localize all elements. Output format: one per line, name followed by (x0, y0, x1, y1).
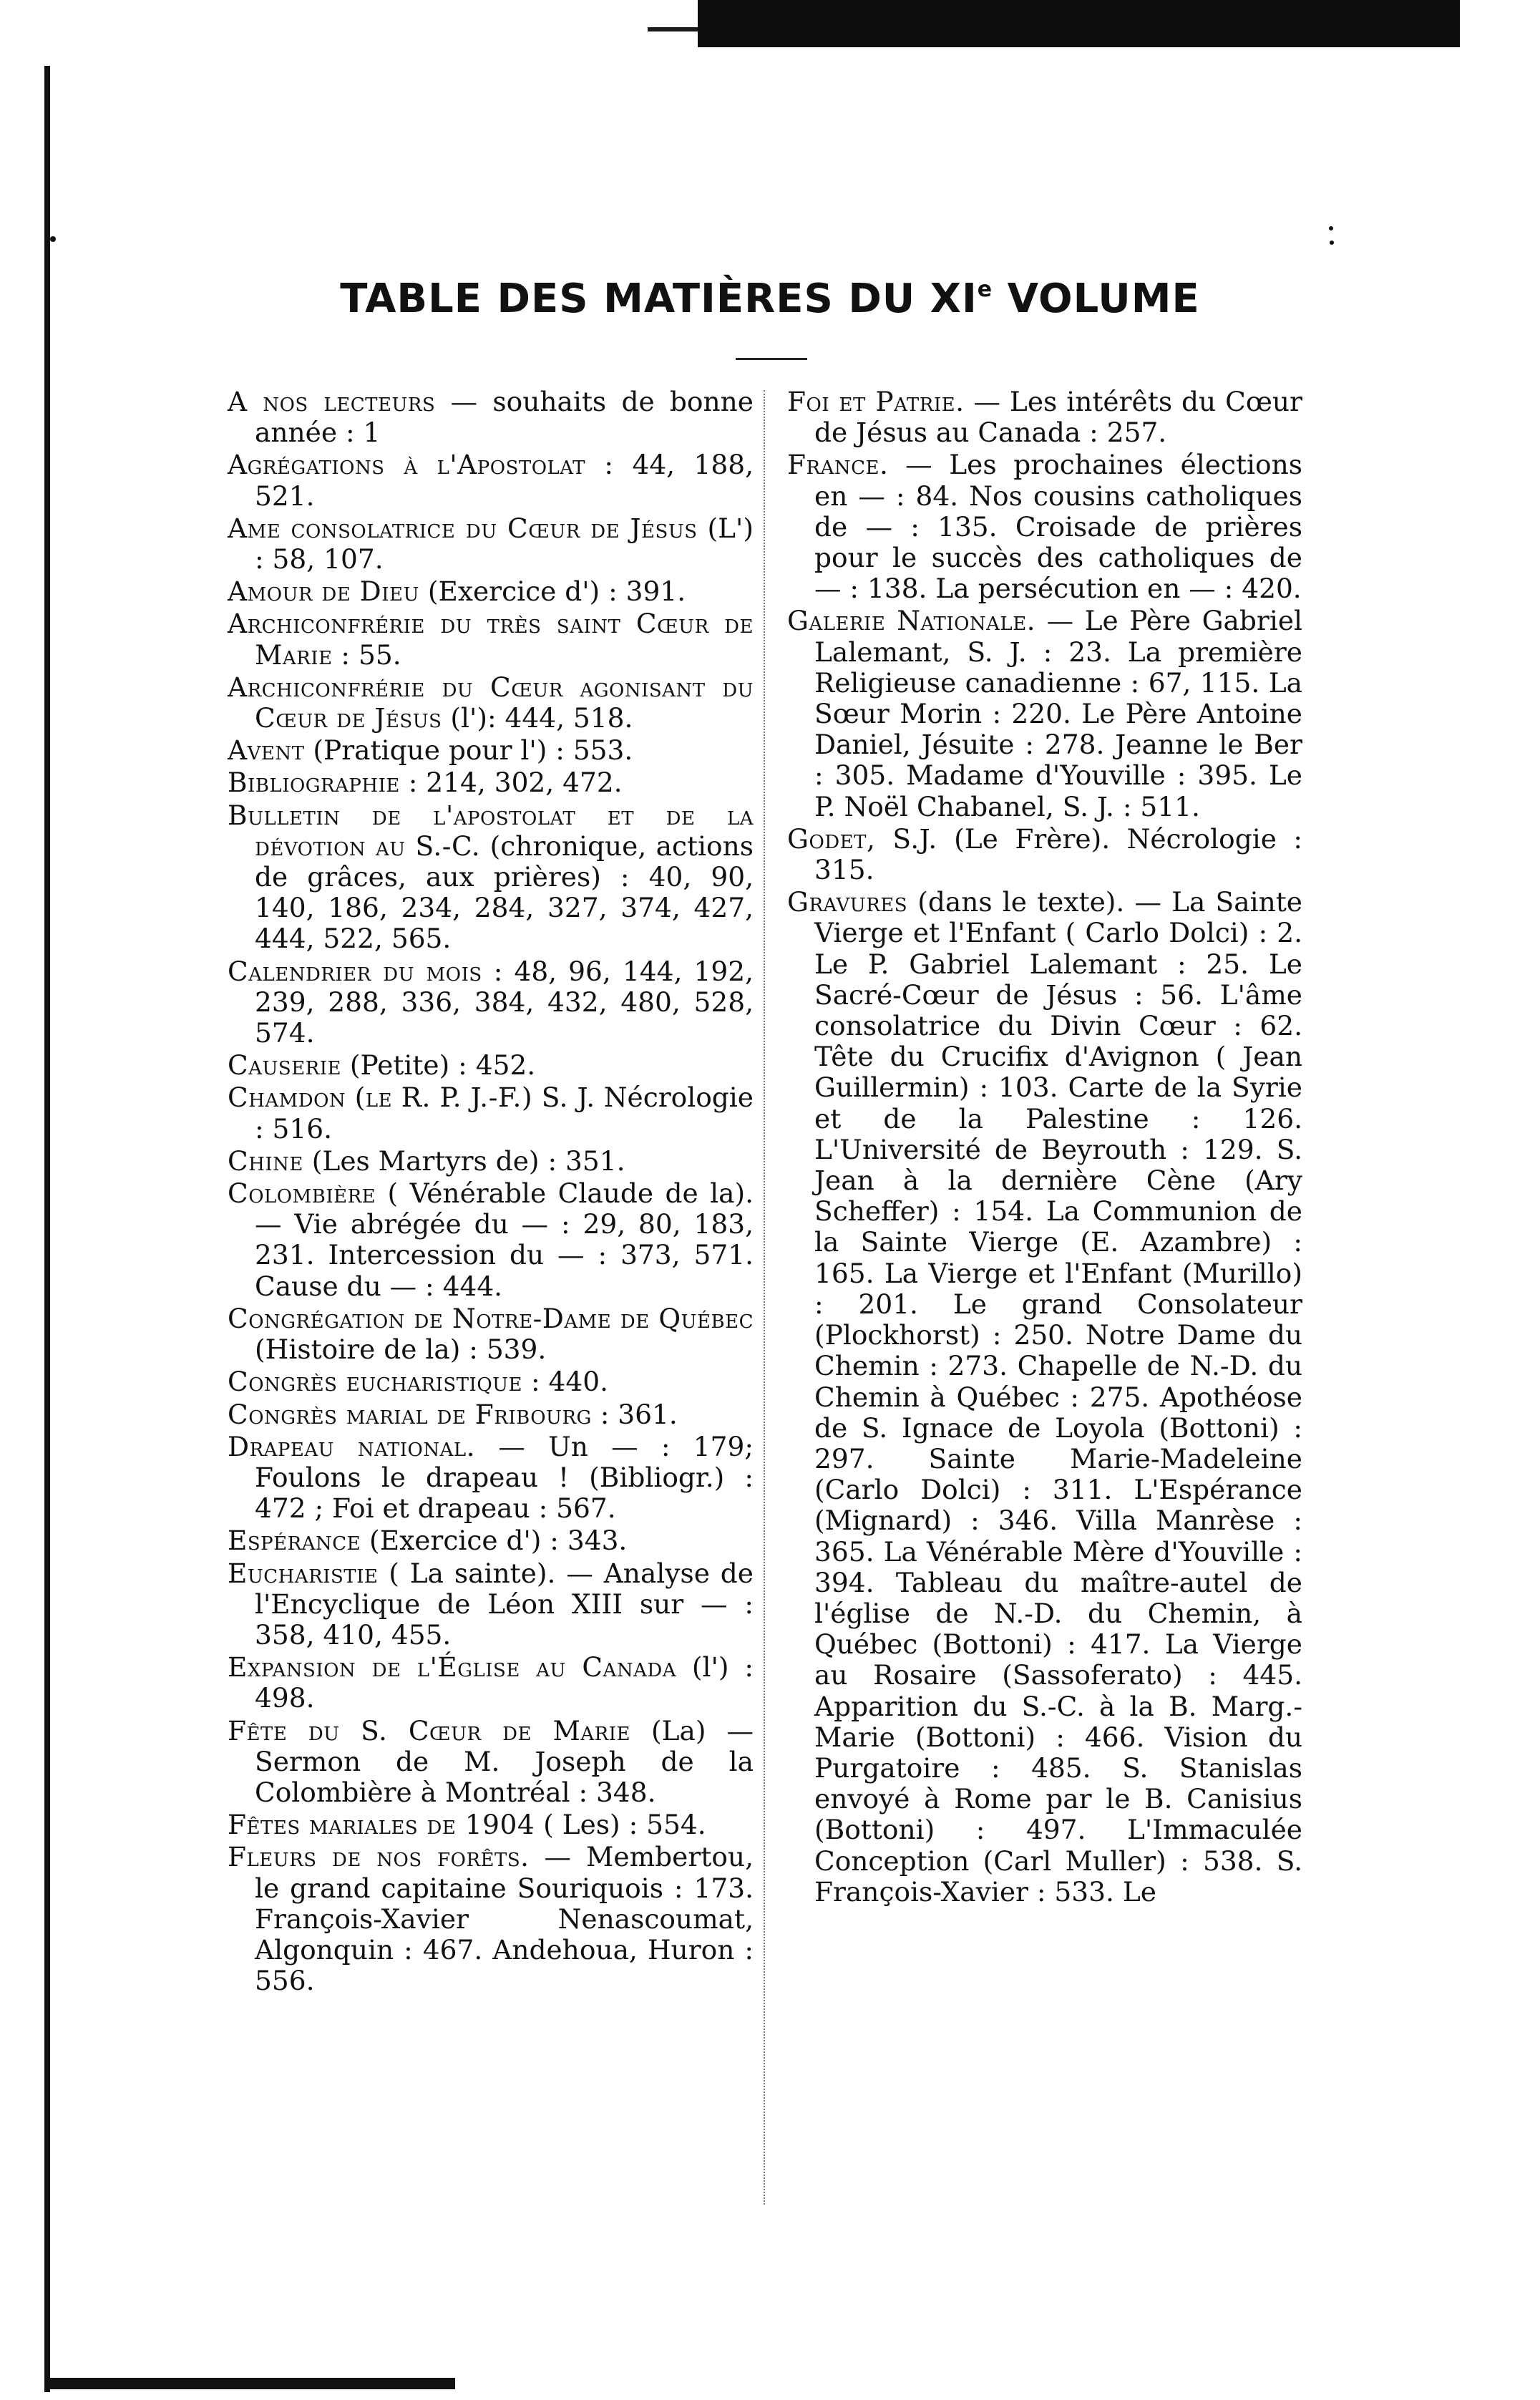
index-entry-references: (Histoire de la) : 539. (255, 1333, 547, 1366)
index-entry-title: Calendrier du mois (228, 955, 482, 987)
scan-speck (50, 236, 56, 242)
index-entry (228, 450, 754, 511)
page-title-suffix: VOLUME (993, 276, 1200, 322)
page-title (0, 276, 1540, 322)
index-entry-references: (l'): 444, 518. (442, 702, 633, 734)
index-entry (228, 387, 754, 448)
index-entry (228, 1303, 754, 1365)
scan-edge-top (698, 0, 1460, 47)
index-entry-title: Espérance (228, 1525, 361, 1557)
index-entry-references: : 214, 302, 472. (399, 767, 623, 799)
index-entry-references: ( Les) : 554. (535, 1809, 706, 1841)
index-entry-references: : 48, 96, 144, 192, 239, 288, 336, 384, 432, 480, 528, 574. (255, 955, 754, 1049)
index-entry-references: : 44, 188, 521. (255, 449, 754, 512)
index-entry (228, 1432, 754, 1525)
index-entry (228, 1652, 754, 1714)
index-entry-references: Nécrologie : 516. (255, 1082, 754, 1145)
column-divider (764, 390, 765, 2205)
index-entry-title: France. (787, 449, 889, 481)
index-entry (228, 1716, 754, 1809)
index-entry-title: Congrès marial de Fribourg (228, 1398, 592, 1430)
index-entry-title: Fêtes mariales de 1904 (228, 1809, 535, 1841)
scan-edge-thin (648, 27, 705, 31)
index-entry (228, 767, 754, 798)
scan-edge-left (44, 66, 50, 2392)
index-entry-title: A nos lecteurs (228, 386, 436, 417)
index-entry-references: (Le Frère). Nécrologie : 315. (814, 822, 1302, 886)
index-entry (228, 1842, 754, 1996)
scan-speck (1329, 226, 1333, 230)
scan-speck (1330, 241, 1334, 245)
index-entry (228, 1525, 754, 1556)
index-entry-references: (Petite) : 452. (341, 1049, 536, 1082)
index-entry-title: Agrégations à l'Apostolat (228, 449, 586, 481)
index-entry (787, 606, 1302, 822)
index-entry-title: Amour de Dieu (228, 575, 419, 608)
index-entry-references: — souhaits de bonne année : 1 (255, 386, 754, 449)
index-entry (228, 735, 754, 766)
index-entry-title: Foi et Patrie. (787, 386, 965, 417)
index-entry-title: Fleurs de nos forêts. (228, 1841, 530, 1873)
index-entry (228, 1399, 754, 1430)
index-entry-title: Gravures (787, 886, 908, 918)
index-entry-references: (Exercice d') : 391. (419, 575, 686, 608)
index-entry (228, 1178, 754, 1302)
index-entry-title: Eucharistie (228, 1557, 379, 1589)
index-entry-title: Congrégation de Notre-Dame de Québec (228, 1302, 754, 1334)
index-entry-title: Godet, S.J. (787, 822, 937, 855)
index-entry-title: Ame consolatrice du Cœur de Jésus (228, 512, 698, 544)
index-entry-title: Archiconfrérie du très saint Cœur de Marie (228, 608, 754, 671)
index-entry-references: : 361. (591, 1398, 678, 1430)
index-entry-references: (chronique, actions de grâces, aux prières) : 40, 90, 140, 186, 234, 284, 327, 374, 427, 444, 522, 565. (255, 830, 754, 955)
index-entry-title: Fête du S. Cœur de Marie (228, 1714, 630, 1746)
index-entry-title: Chine (228, 1145, 303, 1177)
index-entry-title: Bibliographie (228, 767, 400, 799)
index-entry-references: ( Vénérable Claude de la). — Vie abrégée du — : 29, 80, 183, 231. Intercession du — : 373, 571. Cause du — : 444. (255, 1177, 754, 1302)
index-entry-references: ( La sainte). — Analyse de l'Encyclique de Léon XIII sur — : 358, 410, 455. (255, 1557, 754, 1651)
page-title-main: TABLE DES MATIÈRES DU XI (340, 276, 978, 322)
index-entry-title: Expansion de l'Église au Canada (228, 1651, 676, 1684)
index-entry-references: — Un — : 179; Foulons le drapeau ! (Bibliogr.) : 472 ; Foi et drapeau : 567. (255, 1430, 754, 1525)
index-entry-title: Chamdon (le R. P. J.-F.) S. J. (228, 1082, 595, 1114)
index-entry (228, 1809, 754, 1840)
index-column-right (787, 387, 1302, 1909)
index-entry-references: (Exercice d') : 343. (361, 1525, 628, 1557)
index-entry (228, 1366, 754, 1397)
index-entry-references: : 440. (522, 1366, 609, 1398)
index-entry-references: — Les intérêts du Cœur de Jésus au Canada : 257. (814, 386, 1302, 449)
index-entry (787, 887, 1302, 1908)
index-entry (228, 1050, 754, 1081)
index-entry-title: Archiconfrérie du Cœur agonisant du Cœur de Jésus (228, 671, 754, 734)
page-title-superscript: e (977, 277, 993, 302)
index-entry (228, 956, 754, 1049)
title-rule (736, 358, 807, 360)
scan-edge-bottom (47, 2378, 455, 2389)
index-entry-references: : 55. (332, 638, 401, 671)
index-entry (228, 1146, 754, 1177)
index-entry-references: (dans le texte). — La Sainte Vierge et l'Enfant ( Carlo Dolci) : 2. Le P. Gabriel Lalemant : 25. Le Sacré-Cœur de Jésus : 56. L'âme consolatrice du Divin Cœur : 62. Tête du Crucifix d'Avignon ( Jean Guillermin) : 103. Carte de la Syrie et de la Palestine : 126. L'Université de Beyrouth : 129. S. Jean à la dernière Cène (Ary Scheffer) : 154. La Communion de la Sainte Vierge (E. Azambre) : 165. La Vierge et l'Enfant (Murillo) : 201. Le grand Consolateur (Plockhorst) : 250. Notre Dame du Chemin : 273. Chapelle de N.-D. du Chemin à Québec : 275. Apothéose de S. Ignace de Loyola (Bottoni) : 297. Sainte Marie-Madeleine (Carlo Dolci) : 311. L'Espérance (Mignard) : 346. Villa Manrèse : 365. La Vénérable Mère d'Youville : 394. Tableau du maître-autel de l'église de N.-D. du Chemin, à Québec (Bottoni) : 417. La Vierge au Rosaire (Sassoferato) : 445. Apparition du S.-C. à la B. Marg.-Marie (Bottoni) : 466. Vision du Purgatoire : 485. S. Stanislas envoyé à Rome par le B. Canisius (Bottoni) : 497. L'Immaculée Conception (Carl Muller) : 538. S. François-Xavier : 533. Le (814, 886, 1302, 1908)
index-entry (228, 1558, 754, 1651)
index-entry (787, 387, 1302, 448)
index-entry-references: (Pratique pour l') : 553. (304, 734, 633, 767)
index-entry-title: Congrès eucharistique (228, 1366, 523, 1398)
index-entry-title: Bulletin de l'apostolat et de la dévotion au S.-C. (228, 799, 754, 862)
index-entry-title: Causerie (228, 1049, 341, 1082)
index-entry-references: — Le Père Gabriel Lalemant, S. J. : 23. La première Religieuse canadienne : 67, 115. La Sœur Morin : 220. Le Père Antoine Daniel, Jésuite : 278. Jeanne le Ber : 305. Madame d'Youville : 395. Le P. Noël Chabanel, S. J. : 511. (814, 605, 1303, 822)
index-entry (228, 513, 754, 575)
index-entry-references: (L') : 58, 107. (255, 512, 754, 575)
index-entry (787, 824, 1302, 885)
index-entry (228, 608, 754, 670)
index-entry (228, 576, 754, 607)
index-entry-references: (La) — Sermon de M. Joseph de la Colombière à Montréal : 348. (255, 1714, 754, 1808)
index-entry-title: Avent (228, 734, 305, 767)
index-entry (228, 1082, 754, 1144)
index-entry (228, 672, 754, 734)
index-entry-references: — Les prochaines élections en — : 84. Nos cousins catholiques de — : 135. Croisade de prières pour le succès des catholiques de — : 138. La persécution en — : 420. (814, 449, 1302, 605)
index-entry-title: Drapeau national. (228, 1430, 476, 1462)
index-entry-references: (Les Martyrs de) : 351. (303, 1145, 625, 1177)
index-entry-title: Colombière (228, 1177, 376, 1210)
index-entry (228, 800, 754, 955)
index-entry-references: — Membertou, le grand capitaine Souriquois : 173. François-Xavier Nenascoumat, Algonquin : 467. Andehoua, Huron : 556. (255, 1841, 754, 1997)
index-entry-title: Galerie Nationale. (787, 605, 1036, 637)
index-column-left (228, 387, 754, 1998)
index-entry (787, 450, 1302, 604)
index-entry-references: (l') : 498. (255, 1651, 754, 1714)
